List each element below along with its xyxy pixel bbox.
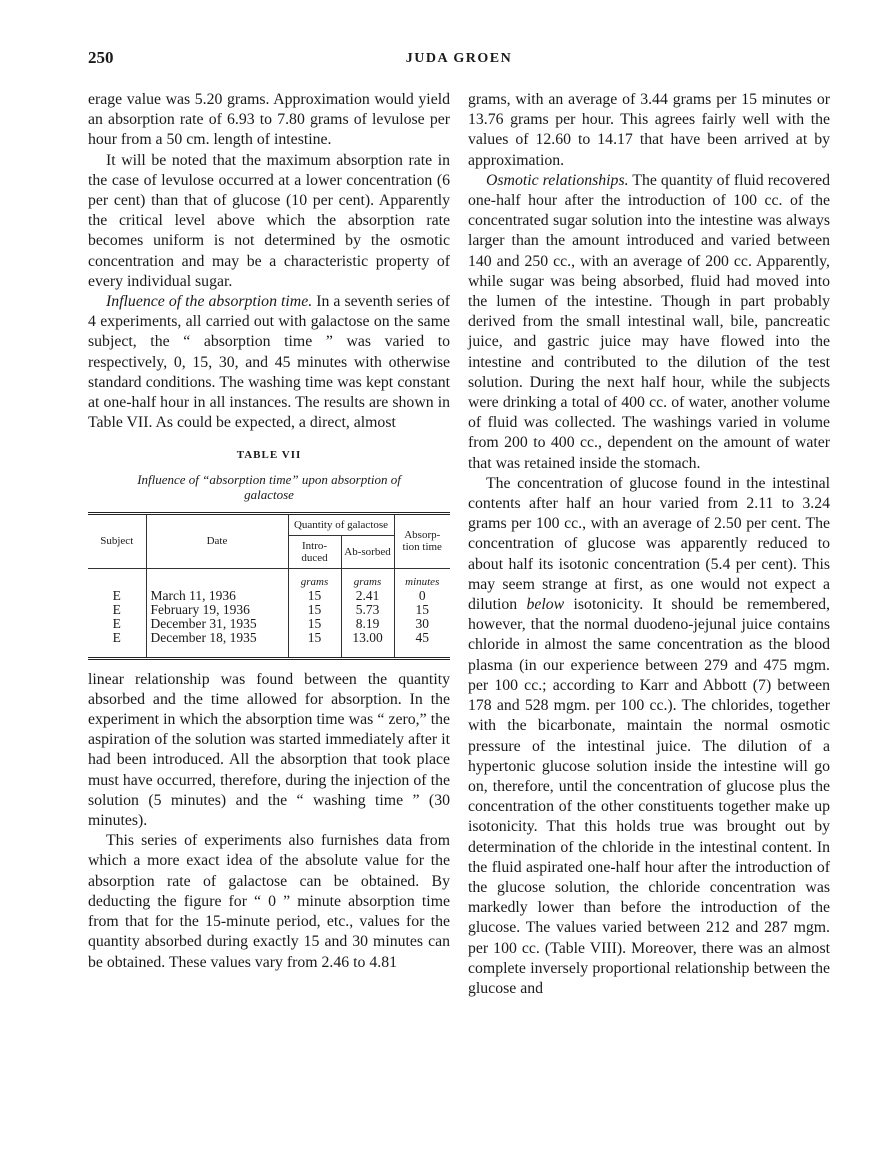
paragraph-text: The concentration of glucose found in the intestinal contents after half an hour varied from 2.11 to 3.24 grams per 100 cc., with an average of 2.50 per cent. The concentration of glucose was apparently reduced to about half its isotonic concentration (5.4 per cent). This may seem strange at first, as one would not expect a dilution <box>468 474 830 614</box>
paragraph-text: isotonicity. It should be remembered, however, that the normal duodeno-jejunal juice contains chloride in almost the same concentration as the blood plasma (in our experience between 279 and 475 mgm. per 100 cc.; according to Karr and Abbott (7) between 178 and 528 mgm. per 100 cc.). The chlorides, together with the bicarbonate, maintain the normal osmotic pressure of the intestinal juice. The dilution of a hypertonic glucose solution inside the intestine will go on, therefore, until the concentration of glucose plus the concentration of the other constituents together make up isotonicity. That this holds true was brought out by determination of the chloride in the intestinal content. In the fluid aspirated one-half hour after the introduction of the glucose solution, the chloride concentration was markedly lower than before the introduction of the glucose. The values varied between 212 and 287 mgm. per 100 cc. (Table VIII). Moreover, there was an almost complete inversely proportional relationship between the glucose and <box>468 596 830 997</box>
cell-introduced: 15 <box>288 631 341 645</box>
paragraph <box>468 171 830 474</box>
cell-subject: E <box>88 603 146 617</box>
cell-time: 30 <box>415 615 429 631</box>
table-label: TABLE VII <box>236 449 302 462</box>
cell-date: February 19, 1936 <box>146 603 288 617</box>
paragraph <box>88 292 450 433</box>
paragraph: grams, with an average of 3.44 grams per 15 minutes or 13.76 grams per hour. This agrees fairly well with the values of 12.60 to 14.17 that have been arrived at by approximation. <box>468 91 830 169</box>
cell-introduced: 15 <box>288 603 341 617</box>
paragraph-text: In a seventh series of 4 experiments, all carried out with galactose on the same subject, the “ absorption time ” was varied to respectively, 0, 15, 30, and 45 minutes with otherwise standard conditions. The washing time was kept constant at one-half hour in all instances. The results are shown in Table VII. As could be expected, a direct, almost <box>88 293 450 432</box>
data-table <box>88 512 450 660</box>
table-row <box>88 589 450 603</box>
paragraph: linear relationship was found between the quantity absorbed and the time allowed for absorption. In the experiment in which the absorption time was “ zero,” the aspiration of the solution was started immediately after it had been introduced. All the absorption that took place must have occurred, therefore, during the injection of the solution (5 minutes) and the “ washing time ” (30 minutes). <box>88 670 450 830</box>
paragraph: This series of experiments also furnishes data from which a more exact idea of the absolute value for the absorption rate of galactose can be obtained. By deducting the figure for “ 0 ” minute absorption time from that for the 15-minute period, etc., values for the quantity absorbed during exactly 15 and 30 minutes can be obtained. These values vary from 2.46 to 4.81 <box>88 832 450 971</box>
page-number: 250 <box>88 48 114 67</box>
unit-absorbed: grams <box>341 568 394 589</box>
emphasis: below <box>526 596 565 614</box>
table-row <box>88 631 450 645</box>
cell-absorbed: 2.41 <box>341 589 394 603</box>
unit-introduced: grams <box>288 568 341 589</box>
cell-time: 15 <box>415 601 429 617</box>
paragraph: erage value was 5.20 grams. Approximation would yield an absorption rate of 6.93 to 7.80 grams of levulose per hour from a 50 cm. length of intestine. <box>88 91 450 149</box>
cell-date: December 18, 1935 <box>146 631 288 645</box>
cell-subject: E <box>88 589 146 603</box>
cell-introduced: 15 <box>288 589 341 603</box>
table-row <box>88 603 450 617</box>
cell-absorbed: 5.73 <box>341 603 394 617</box>
cell-time: 45 <box>415 629 429 645</box>
right-column <box>468 90 830 999</box>
header-date: Date <box>146 513 288 568</box>
header-absorbed: Ab-sorbed <box>341 535 394 568</box>
header-absorption-time: Absorp-tion time <box>402 529 442 554</box>
cell-date: March 11, 1936 <box>146 589 288 603</box>
section-heading: Osmotic relationships. <box>486 171 629 189</box>
header-quantity: Quantity of galactose <box>288 513 394 535</box>
cell-absorbed: 8.19 <box>341 617 394 631</box>
table-row <box>88 617 450 631</box>
paragraph: It will be noted that the maximum absorption rate in the case of levulose occurred at a lower concentration (6 per cent) than that of glucose (10 per cent). Apparently the critical level above which the absorption rate becomes uniform is not determined by the osmotic concentration and may be a characteristic property of every individual sugar. <box>88 151 450 290</box>
cell-introduced: 15 <box>288 617 341 631</box>
table-vii <box>88 445 450 659</box>
unit-time: minutes <box>405 575 440 588</box>
section-heading: Influence of the absorption time. <box>106 293 313 311</box>
running-head: JUDA GROEN <box>405 51 513 66</box>
left-column <box>88 90 450 973</box>
cell-date: December 31, 1935 <box>146 617 288 631</box>
page-header <box>88 48 830 78</box>
header-subject: Subject <box>88 513 146 568</box>
cell-absorbed: 13.00 <box>341 631 394 645</box>
paragraph <box>468 474 830 999</box>
header-introduced: Intro-duced <box>288 535 341 568</box>
paragraph-text: The quantity of fluid recovered one-half hour after the introduction of 100 cc. of the concentrated sugar solution into the intestine was always larger than the amount introduced and varied between 140 and 250 cc., with an average of 200 cc. Apparently, while sugar was being absorbed, fluid had moved into the lumen of the intestine. Though in part probably derived from the small intestinal wall, bile, pancreatic juice, and gastric juice may have flowed into the intestine and contributed to the dilution of the test solution. During the next half hour, while the subjects were drinking a total of 400 cc. of water, another volume of fluid was collected. The washings varied in volume from 200 to 400 cc., dependent on the amount of water that was retained inside the stomach. <box>468 171 830 472</box>
cell-time: 0 <box>418 587 426 603</box>
cell-subject: E <box>88 617 146 631</box>
table-caption: Influence of “absorption time” upon absorption of galactose <box>137 471 401 502</box>
cell-subject: E <box>88 631 146 645</box>
